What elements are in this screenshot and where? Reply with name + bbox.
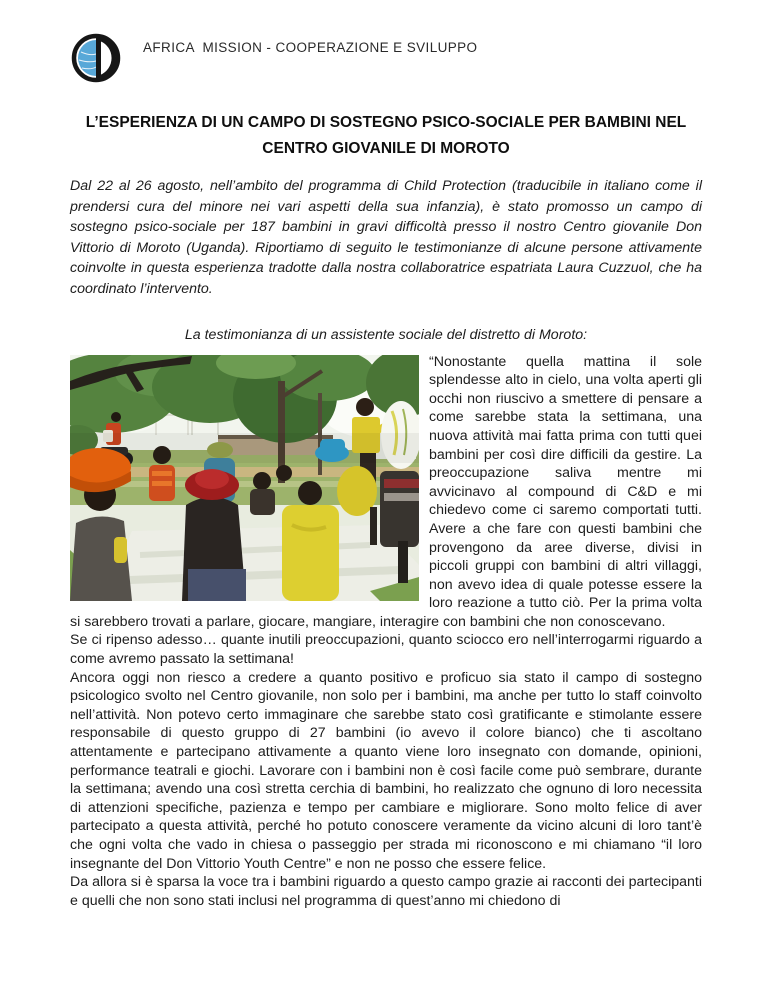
testimonial-paragraph: Ancora oggi non riesco a credere a quanto positivo e proficuo sia stato il campo di sostegno psicologico svolto nel Centro giovanile, non solo per i bambini, ma anche per tutto lo staff coinvolto nell’attività. Non potevo certo immaginare che sarebbe stato così gratificante e stimolante essere responsabile di questo gruppo di 27 bambini (io avevo il colore bianco) che ti ascoltano attentamente e partecipano attivamente a quanto viene loro insegnato con domande, opinioni, performance teatrali e giochi. Lavorare con i bambini non è così facile come può sembrare, durante la settimana; avendo una così stretta cerchia di bambini, ho realizzato che ognuno di loro necessita di attenzioni specifiche, pazienza e tempo per cambiare e migliorare. Sono molto felice di aver partecipato a questa attività, perché ho potuto conoscere veramente da vicino alcuni di loro tant’è che ogni volta che vado in chiesa o passeggio per strada mi riconoscono e mi chiamano “il loro insegnante del Don Vittorio Youth Centre” e non ne posso che essere felice. — [70, 669, 702, 872]
page-title: L’ESPERIENZA DI UN CAMPO DI SOSTEGNO PSICO-SOCIALE PER BAMBINI NEL CENTRO GIOVANILE DI MOROTO — [85, 114, 687, 157]
testimonial-paragraph: “Nonostante quella mattina il sole splendesse alto in cielo, una volta aperti gli occhi non riuscivo a smettere di pensare a come sarebbe stata la settimana, una nuova attività mai fatta prima con tutti quei bambini per così dire difficili da gestire. La preoccupazione saliva mentre mi avvicinavo al compound di C&D e mi chiedevo come ci saremo comportati tutti. Avere a che fare con questi bambini che provengono da aree diverse, divisi in piccoli gruppi con bambini di altri villaggi, non avevo idea di quale potesse essere la loro reazione a tutto ciò. Per la prima volta si sarebbero trovati a parlare, giocare, mangiare, interagire con bambini che non conoscevano. — [70, 353, 702, 630]
cd-monogram-logo-icon — [70, 30, 126, 86]
intro-paragraph: Dal 22 al 26 agosto, nell’ambito del programma di Child Protection (traducibile in italiano come il prendersi cura del minore nei vari aspetti della sua infanzia), è stato promosso un campo di sostegno psico-sociale per 187 bambini in gravi difficoltà presso il nostro Centro giovanile Don Vittorio di Moroto (Uganda). Riportiamo di seguito le testimonianze di alcune persone attivamente coinvolte in questa esperienza tradotte dalla nostra collaboratrice espatriata Laura Cuzzuol, che ha coordinato l’intervento. — [70, 178, 702, 297]
testimonial-paragraph: Se ci ripenso adesso… quante inutili preoccupazioni, quanto sciocco ero nell’interrogarmi riguardo a come avremo passato la settimana! — [70, 632, 702, 668]
org-name: AFRICA MISSION - COOPERAZIONE E SVILUPPO — [143, 40, 478, 55]
testimonial-photo — [70, 355, 419, 601]
testimonial-paragraph: Da allora si è sparsa la voce tra i bambini riguardo a questo campo grazie ai racconti dei partecipanti e quelli che non sono stati inclusi nel programma di quest’anno mi chiedono di — [70, 874, 702, 909]
document-header — [70, 30, 702, 88]
testimony-heading: La testimonianza di un assistente sociale del distretto di Moroto: — [184, 326, 588, 343]
testimonial-body — [70, 353, 702, 911]
